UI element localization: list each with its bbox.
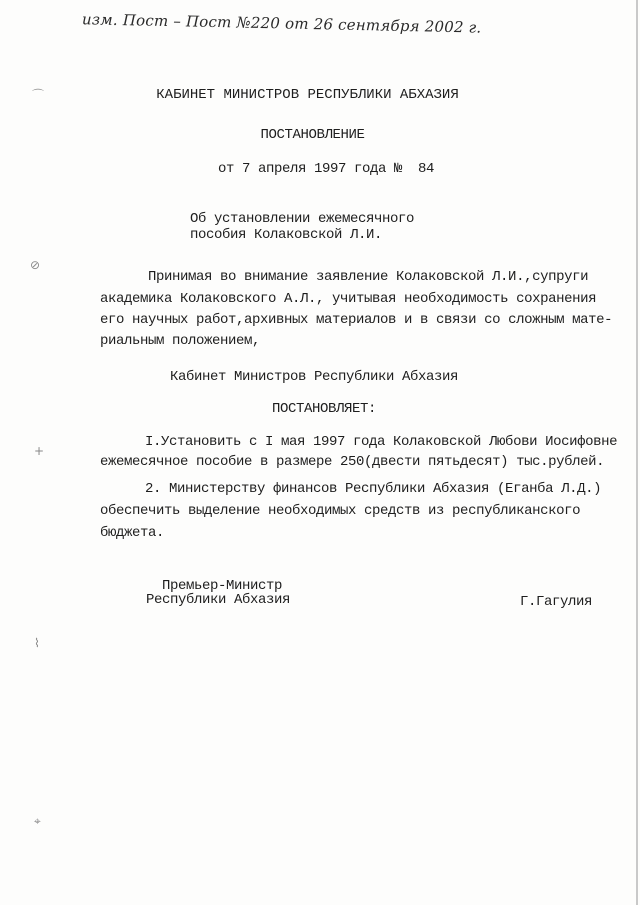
binding-mark: ⌒ — [32, 88, 45, 102]
document-type: ПОСТАНОВЛЕНИЕ — [260, 127, 365, 143]
signatory-title: Республики Абхазия — [146, 592, 291, 608]
signatory-title: Премьер-Министр — [162, 578, 283, 594]
binding-mark: + — [34, 444, 45, 458]
resolves-heading: ПОСТАНОВЛЯЕТ: — [272, 401, 377, 417]
preamble-line: академика Колаковского А.Л., учитывая необходимость сохранения — [100, 291, 597, 307]
item-2-line: обеспечить выделение необходимых средств из республиканского — [100, 503, 581, 519]
item-2-line: бюджета. — [100, 525, 165, 541]
binding-mark: ⊘ — [30, 258, 41, 272]
signatory-name: Г.Гагулия — [520, 594, 593, 610]
item-1-line: ежемесячное пособие в размере 250(двести пятьдесят) тыс.рублей. — [100, 454, 605, 470]
preamble-line: риальным положением, — [100, 333, 261, 349]
subject-line: Об установлении ежемесячного — [190, 211, 415, 227]
binding-mark: ⌖ — [34, 814, 41, 828]
item-2-line: 2. Министерству финансов Республики Абхазия (Еганба Л.Д.) — [145, 481, 602, 497]
preamble-line: Принимая во внимание заявление Колаковской Л.И.,супруги — [148, 269, 589, 285]
handwritten-note: изм. Пост – Пост №220 от 26 сентября 2002 г. — [81, 10, 482, 37]
date-number-line: от 7 апреля 1997 года № 84 — [218, 161, 435, 177]
item-1-line: I.Установить с I мая 1997 года Колаковской Любови Иосифовне — [145, 434, 618, 450]
page-edge — [636, 0, 638, 905]
subject-line: пособия Колаковской Л.И. — [190, 227, 383, 243]
binding-mark: ⌇ — [34, 636, 40, 650]
issuer-heading: КАБИНЕТ МИНИСТРОВ РЕСПУБЛИКИ АБХАЗИЯ — [156, 87, 459, 103]
cabinet-line: Кабинет Министров Республики Абхазия — [170, 369, 459, 385]
preamble-line: его научных работ,архивных материалов и в связи со сложным мате- — [100, 312, 613, 328]
